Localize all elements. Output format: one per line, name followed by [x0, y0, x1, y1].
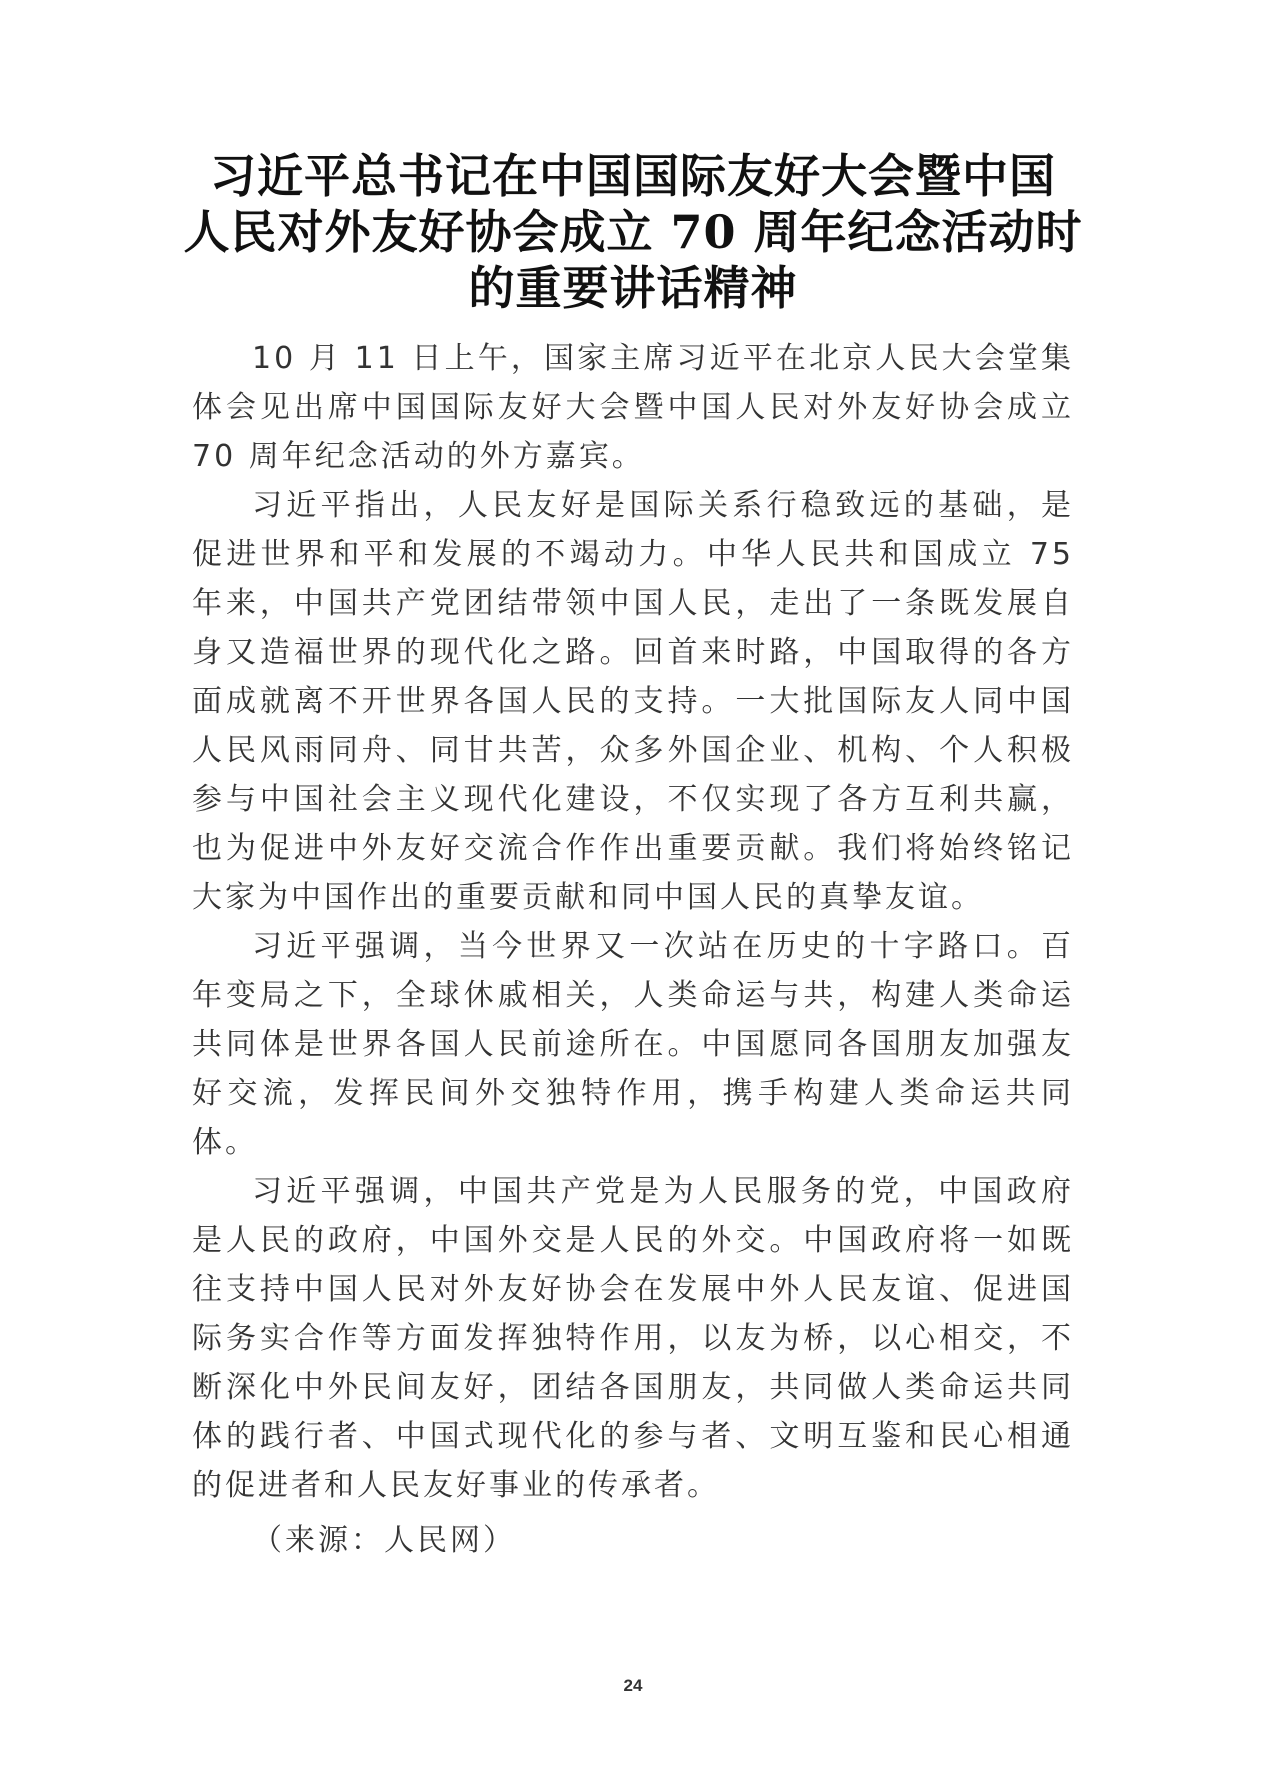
document-title — [170, 148, 1096, 316]
source-note: （来源：人民网） — [252, 1523, 516, 1558]
paragraph-4: 习近平强调，中国共产党是为人民服务的党，中国政府是人民的政府，中国外交是人民的外交。中国政府将一如既往支持中国人民对外友好协会在发展中外人民友谊、促进国际务实合作等方面发挥独特作用，以友为桥，以心相交，不断深化中外民间友好，团结各国朋友，共同做人类命运共同体的践行者、中国式现代化的参与者、文明互鉴和民心相通的促进者和人民友好事业的传承者。 — [192, 1174, 1074, 1503]
paragraph-1: 10 月 11 日上午，国家主席习近平在北京人民大会堂集体会见出席中国国际友好大会暨中国人民对外友好协会成立 70 周年纪念活动的外方嘉宾。 — [192, 341, 1074, 474]
paragraph-3: 习近平强调，当今世界又一次站在历史的十字路口。百年变局之下，全球休戚相关，人类命运与共，构建人类命运共同体是世界各国人民前途所在。中国愿同各国朋友加强友好交流，发挥民间外交独特作用，携手构建人类命运共同体。 — [192, 929, 1074, 1160]
title-line-2: 人民对外友好协会成立 70 周年纪念活动时 — [183, 205, 1083, 259]
document-body — [192, 334, 1074, 1565]
paragraph-2: 习近平指出，人民友好是国际关系行稳致远的基础，是促进世界和平和发展的不竭动力。中华人民共和国成立 75 年来，中国共产党团结带领中国人民，走出了一条既发展自身又造福世界的现代化之路。回首来时路，中国取得的各方面成就离不开世界各国人民的支持。一大批国际友人同中国人民风雨同舟、同甘共苦，众多外国企业、机构、个人积极参与中国社会主义现代化建设，不仅实现了各方互利共赢，也为促进中外友好交流合作作出重要贡献。我们将始终铭记大家为中国作出的重要贡献和同中国人民的真挚友谊。 — [192, 488, 1074, 915]
title-line-3: 的重要讲话精神 — [468, 261, 798, 315]
page-number: 24 — [623, 1676, 643, 1695]
title-line-1: 习近平总书记在中国国际友好大会暨中国 — [210, 149, 1056, 203]
